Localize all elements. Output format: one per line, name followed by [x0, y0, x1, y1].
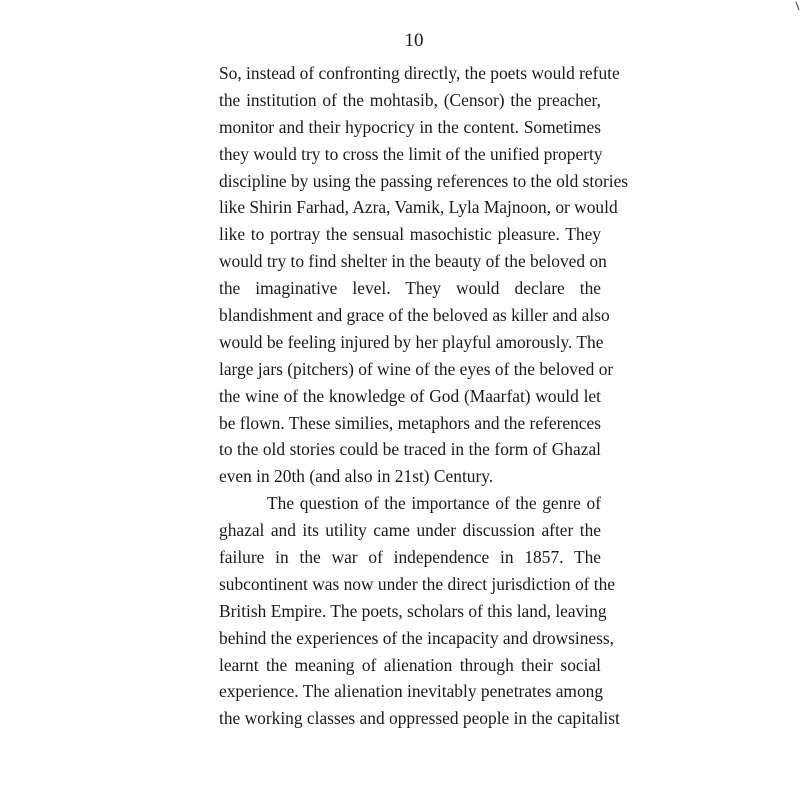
text-line: learnt the meaning of alienation through their social — [219, 654, 601, 675]
text-line: be flown. These similies, metaphors and the references — [219, 412, 601, 433]
text-line: the wine of the knowledge of God (Maarfat) would let — [219, 385, 601, 406]
text-line: blandishment and grace of the beloved as killer and also — [219, 305, 610, 326]
text-line: subcontinent was now under the direct jurisdiction of the — [219, 573, 616, 594]
body-text — [219, 60, 629, 732]
text-line: So, instead of confronting directly, the poets would refute — [219, 63, 620, 83]
text-line: like to portray the sensual masochistic pleasure. They — [219, 224, 601, 245]
text-line: the institution of the mohtasib, (Censor) the preacher, — [219, 89, 601, 110]
text-line: The question of the importance of the genre of — [267, 493, 601, 514]
text-line: discipline by using the passing references to the old stories — [219, 170, 629, 191]
text-line: British Empire. The poets, scholars of this land, leaving — [219, 600, 607, 621]
paragraph-2 — [219, 490, 620, 732]
text-line: they would try to cross the limit of the unified property — [219, 143, 603, 164]
text-line: to the old stories could be traced in the form of Ghazal — [219, 439, 601, 460]
text-line: the imaginative level. They would declare the — [219, 278, 601, 299]
paragraph-1 — [219, 60, 629, 490]
text-line: behind the experiences of the incapacity and drowsiness, — [219, 627, 615, 648]
text-line: the working classes and oppressed people in the capitalist — [219, 708, 620, 729]
text-line: would try to find shelter in the beauty of the beloved on — [219, 251, 607, 272]
text-line: monitor and their hypocricy in the content. Sometimes — [219, 116, 601, 137]
text-line: ghazal and its utility came under discussion after the — [219, 520, 601, 541]
text-line: like Shirin Farhad, Azra, Vamik, Lyla Majnoon, or would — [219, 197, 618, 218]
text-line: experience. The alienation inevitably penetrates among — [219, 681, 604, 702]
text-line: even in 20th (and also in 21st) Century. — [219, 466, 494, 487]
text-line: large jars (pitchers) of wine of the eyes of the beloved or — [219, 358, 614, 379]
text-line: failure in the war of independence in 1857. The — [219, 547, 601, 568]
page-number: 10 — [404, 30, 424, 51]
text-line: would be feeling injured by her playful amorously. The — [219, 331, 604, 352]
